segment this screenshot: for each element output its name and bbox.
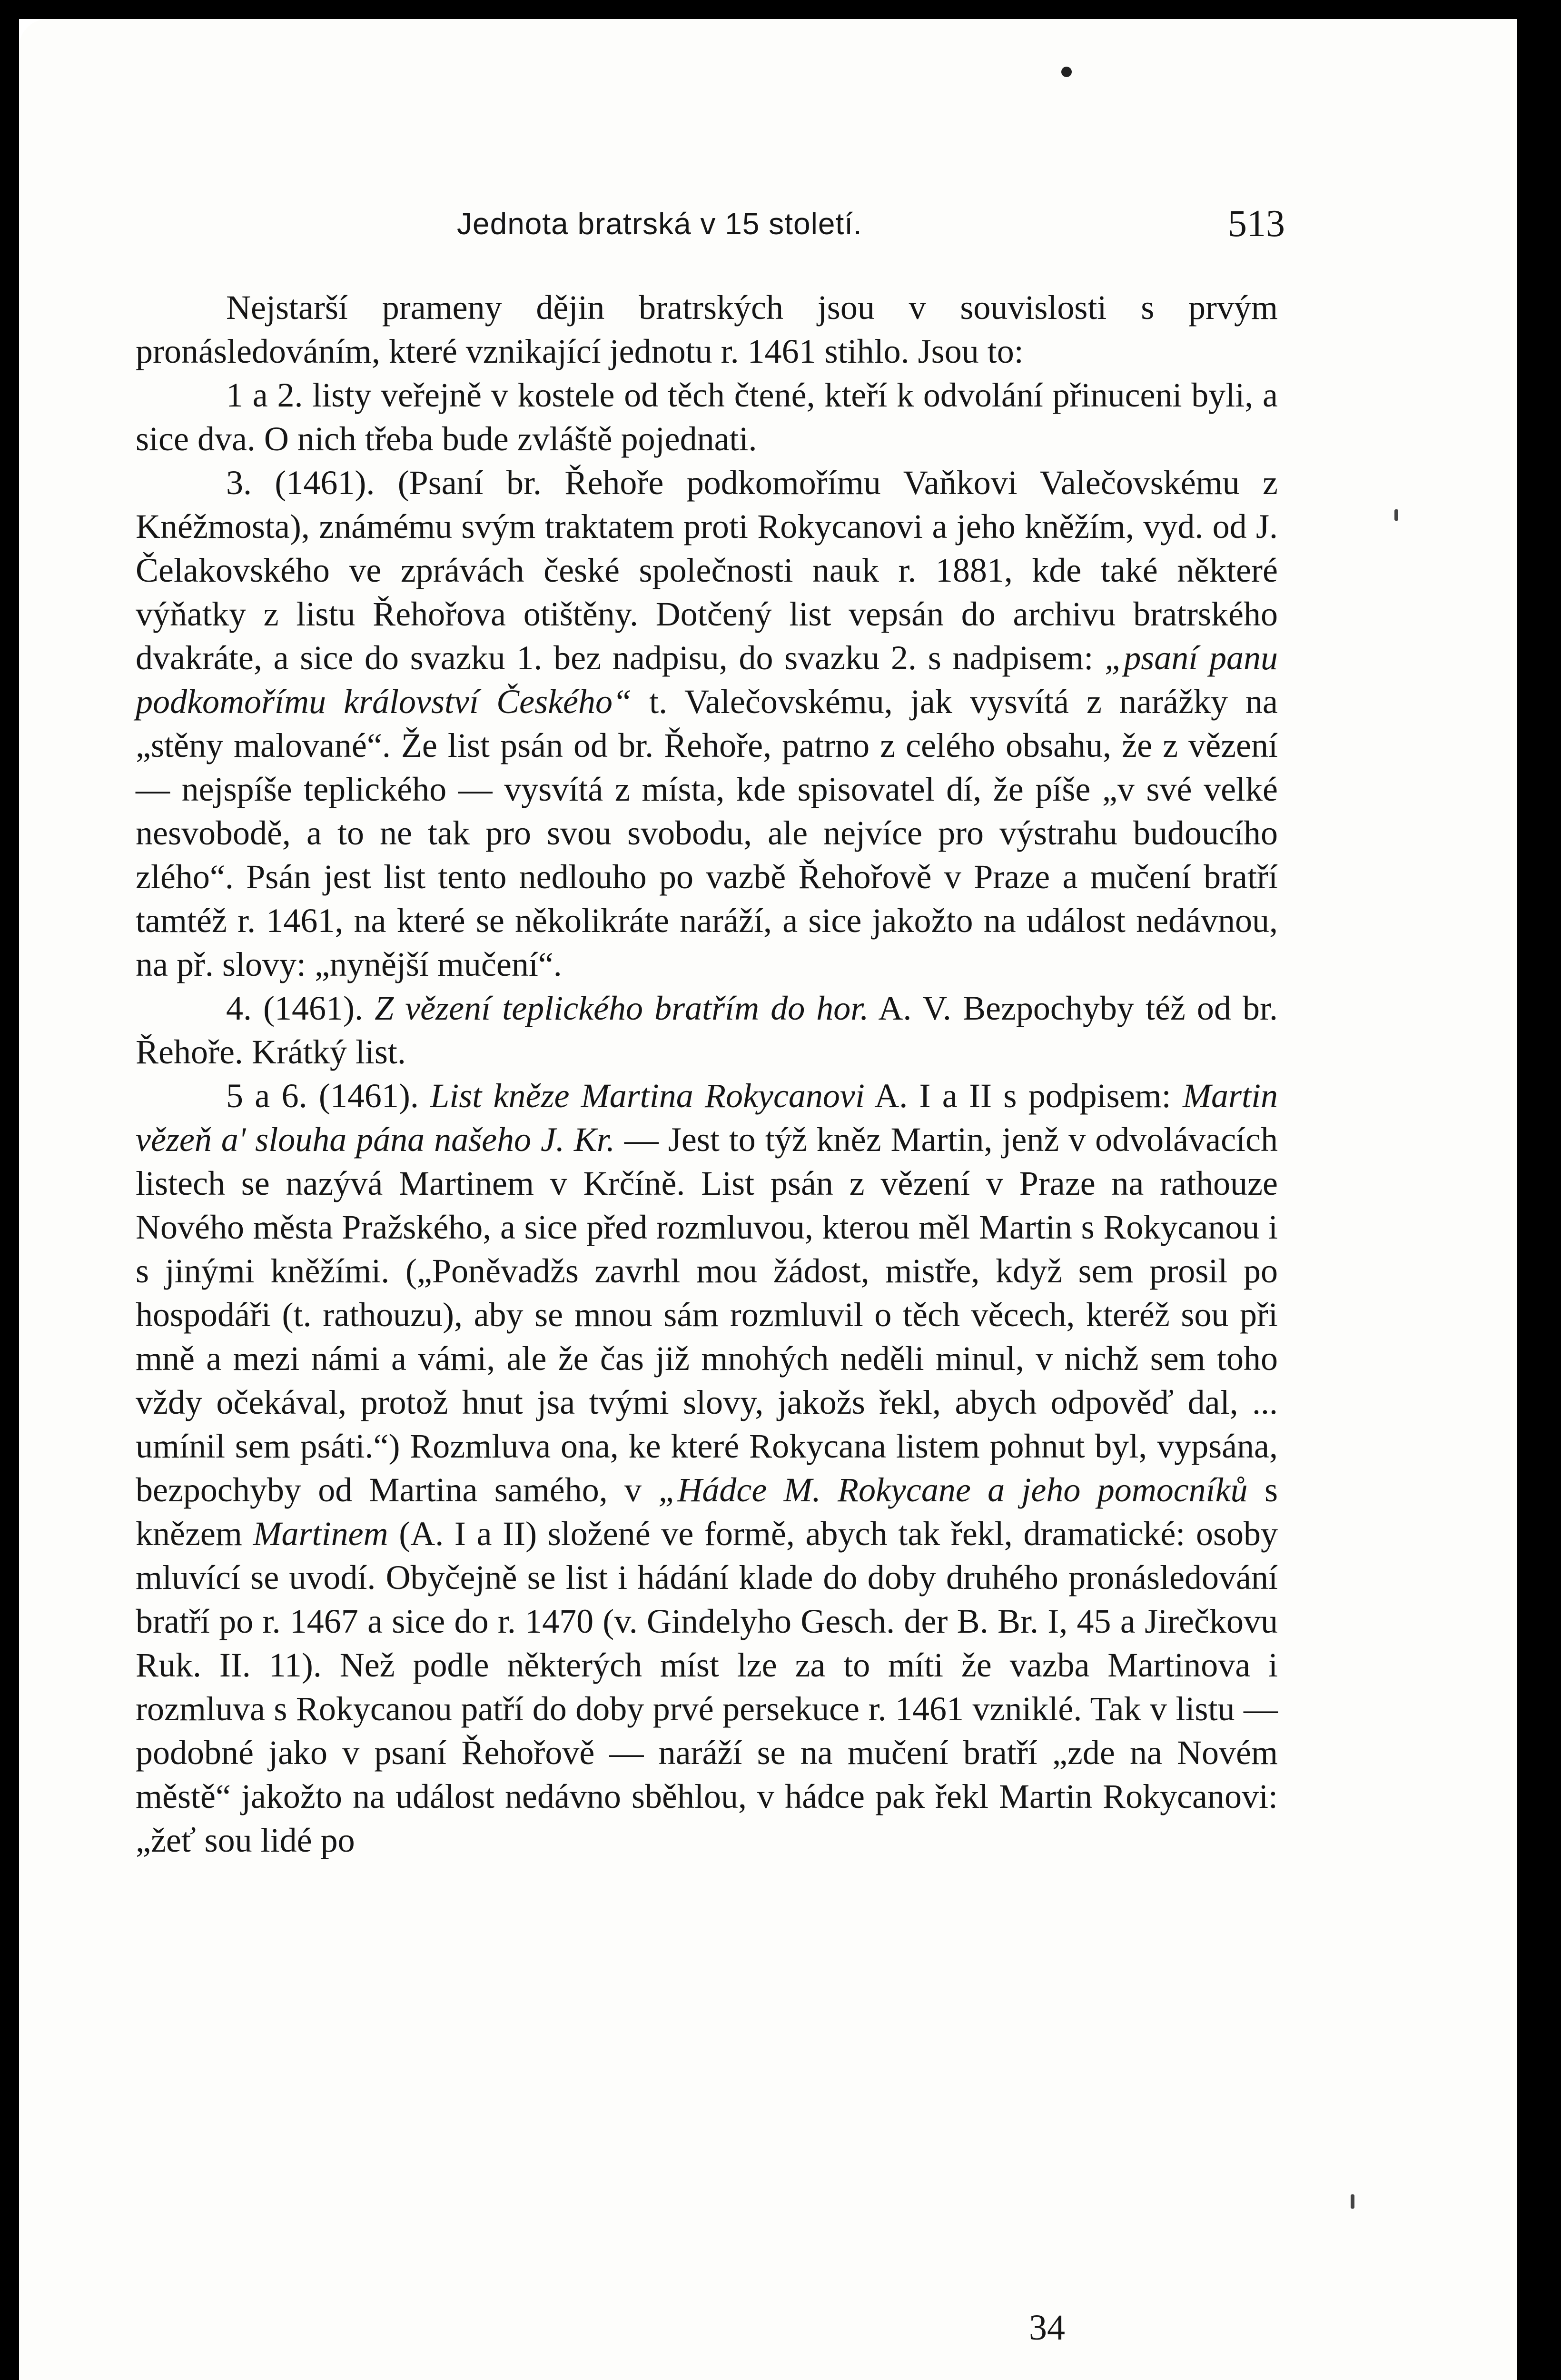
- scan-border-top: [0, 0, 1561, 19]
- text-run: 4. (1461).: [226, 989, 375, 1027]
- paragraph-5: [136, 1074, 1278, 1862]
- scan-border-left: [0, 0, 19, 2380]
- margin-tick: [1351, 2194, 1354, 2209]
- body-text: [136, 286, 1278, 1862]
- document-title: „Hádce M. Rokycane a jeho pomocníků: [658, 1471, 1248, 1509]
- document-title: „psaní panu podkomořímu království Českého“: [136, 639, 1278, 721]
- paragraph-1: [136, 286, 1278, 373]
- document-title: Z vězení teplického bratřím do hor.: [375, 989, 869, 1027]
- paragraph-4: [136, 986, 1278, 1074]
- text-run: A. V. Bezpochyby též od br. Řehoře. Krátký list.: [136, 989, 1278, 1071]
- text-run: A. I a II s podpisem:: [864, 1077, 1183, 1115]
- text-run: Nejstarší prameny dějin bratrských jsou v souvislosti s prvým pronásledováním, které vznikající jednotu r. 1461 stihlo. Jsou to:: [136, 288, 1278, 370]
- paragraph-2: [136, 373, 1278, 461]
- text-run: t. Valečovskému, jak vysvítá z narážky na „stěny malované“. Že list psán od br. Řehoře, patrno z celého obsahu, že z vězení — nejspíše teplického — vysvítá z místa, kde spisovatel dí, že píše „v své velké nesvobodě, a to ne tak pro svou svobodu, ale nejvíce pro výstrahu budoucího zlého“. Psán jest list tento nedlouho po vazbě Řehořově v Praze a mučení bratří tamtéž r. 1461, na které se několikráte naráží, a sice jakožto na událost nedávnou, na př. slovy: „nynější mučení“.: [136, 683, 1278, 983]
- paragraph-3: [136, 461, 1278, 986]
- text-run: s knězem: [136, 1471, 1278, 1553]
- signature-quote: Martin vězeň a' slouha pána našeho J. Kr.: [136, 1077, 1278, 1159]
- name-italic: Martinem: [253, 1515, 388, 1553]
- running-title: Jednota bratrská v 15 století.: [457, 207, 862, 241]
- page-number: 513: [1228, 203, 1285, 245]
- document-title: List kněze Martina Rokycanovi: [430, 1077, 865, 1115]
- signature-mark: 34: [1029, 2308, 1065, 2348]
- text-run: 5 a 6. (1461).: [226, 1077, 431, 1115]
- text-run: — Jest to týž kněz Martin, jenž v odvolávacích listech se nazývá Martinem v Krčíně. List psán z vězení v Praze na rathouze Nového města Pražského, a sice před rozmluvou, kterou měl Martin s Rokycanou i s jinými kněžími. („Poněvadžs zavrhl mou žádost, mistře, když sem prosil po hospodáři (t. rathouzu), aby se mnou sám rozmluvil o těch věcech, kteréž sou při mně a mezi námi a vámi, ale že čas již mnohých neděli minul, v nichž sem toho vždy očekával, protož hnut jsa tvými slovy, jakožs řekl, abych odpověď dal, ... umínil sem psáti.“) Rozmluva ona, ke které Rokycana listem pohnut byl, vypsána, bezpochyby od Martina samého, v: [136, 1121, 1278, 1509]
- text-run: 1 a 2. listy veřejně v kostele od těch čtené, kteří k odvolání přinuceni byli, a sice dva. O nich třeba bude zvláště pojednati.: [136, 376, 1278, 458]
- page-header: [457, 200, 1285, 248]
- text-run: 3. (1461). (Psaní br. Řehoře podkomořímu Vaňkovi Valečovskému z Knéžmosta), známému svým traktatem proti Rokycanovi a jeho kněžím, vyd. od J. Čelakovského ve zprávách české společnosti nauk r. 1881, kde také některé výňatky z listu Řehořova otištěny. Dotčený list vepsán do archivu bratrského dvakráte, a sice do svazku 1. bez nadpisu, do svazku 2. s nadpisem:: [136, 464, 1278, 677]
- text-run: (A. I a II) složené ve formě, abych tak řekl, dramatické: osoby mluvící se uvodí. Obyčejně se list i hádání klade do doby druhého pronásledování bratří po r. 1467 a sice do r. 1470 (v. Gindelyho Gesch. der B. Br. I, 45 a Jirečkovu Ruk. II. 11). Než podle některých míst lze za to míti že vazba Martinova i rozmluva s Rokycanou patří do doby prvé persekuce r. 1461 vzniklé. Tak v listu — podobné jako v psaní Řehořově — naráží se na mučení bratří „zde na Novém městě“ jakožto na událost nedávno sběhlou, v hádce pak řekl Martin Rokycanovi: „žeť sou lidé po: [136, 1515, 1278, 1859]
- margin-tick: [1394, 509, 1398, 521]
- scan-border-right: [1517, 0, 1561, 2380]
